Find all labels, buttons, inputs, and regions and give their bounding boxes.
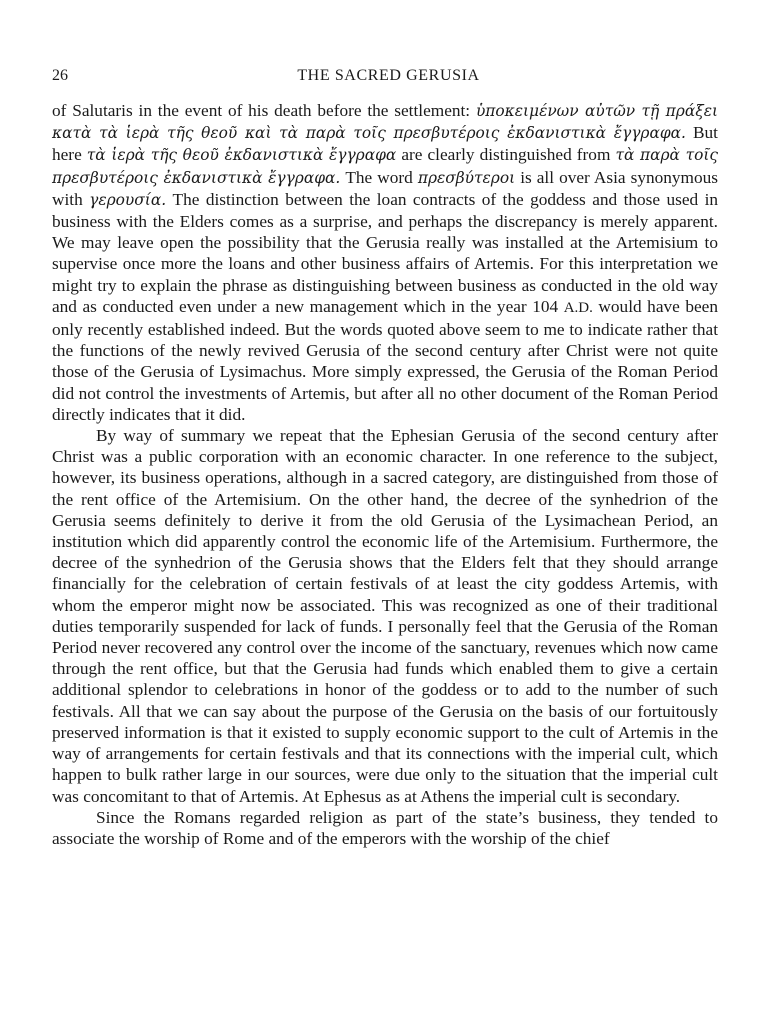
text-run: The word: [340, 167, 418, 187]
greek-phrase: τὰ παρὰ τοῖς πρεσβυτέροις ἐκδανιστικὰ ἔγγραφα.: [52, 146, 719, 187]
greek-quotation: ὑποκειμένων αὐτῶν τῇ πράξει κατὰ τὰ ἱερὰ τῆς θεοῦ καὶ τὰ παρὰ τοῖς πρεσβυτέροις ἐκδανιστικὰ ἔγγραφα.: [52, 102, 718, 143]
text-run: is all over Asia synonymous with: [52, 167, 718, 209]
text-run: But here: [52, 123, 718, 165]
greek-phrase: τὰ ἱερὰ τῆς θεοῦ ἐκδανιστικὰ ἔγγραφα: [86, 146, 397, 165]
text-run: would have been only recently established indeed. But the words quoted above seem to me to indicate rather that the functions of the newly revived Gerusia of the second century after Christ were not quite those of the Gerusia of Lysimachus. More simply expressed, the Gerusia of the Roman Period did not control the investments of Artemis, but after all no other document of the Roman Period directly indicates that it did.: [52, 296, 718, 424]
body-text: [52, 100, 718, 849]
paragraph-3: Since the Romans regarded religion as part of the state’s business, they tended to associate the worship of Rome and of the emperors with the worship of the chief: [52, 807, 718, 848]
greek-term: πρεσβύτεροι: [417, 168, 516, 187]
text-run: The distinction between the loan contracts of the goddess and those used in business with the Elders comes as a surprise, and perhaps the discrepancy is merely apparent. We may leave open the possibility that the Gerusia really was installed at the Artemisium to supervise once more the loans and other business affairs of Artemis. For this interpretation we might try to explain the phrase as distinguishing between business as conducted in the old way and as conducted even under a new management which in the year 104: [52, 189, 719, 316]
page-number: 26: [52, 67, 68, 84]
paragraph-1: [52, 100, 718, 425]
text-run: of Salutaris in the event of his death before the settlement:: [52, 101, 476, 120]
era-abbreviation: A.D.: [563, 299, 593, 316]
paragraph-2: By way of summary we repeat that the Ephesian Gerusia of the second century after Christ was a public corporation with an economic character. In one reference to the subject, however, its business operations, although in a sacred category, are distinguished from those of the rent office of the Artemisium. On the other hand, the decree of the synhedrion of the Gerusia seems definitely to derive it from the old Gerusia of the Lysimachean Period, an institution which did apparently control the economic life of the Artemisium. Furthermore, the decree of the synhedrion of the Gerusia shows that the Elders felt that they should arrange financially for the celebration of certain festivals of at least the city goddess Artemis, with whom the emperor might now be associated. This was recognized as one of their traditional duties temporarily suspended for lack of funds. I personally feel that the Gerusia of the Roman Period never recovered any control over the income of the sanctuary, revenues which now came through the rent office, but that the Gerusia had funds which enabled them to give a certain additional splendor to celebrations in honor of the goddess or to add to the number of such festivals. All that we can say about the purpose of the Gerusia on the basis of our fortuitously preserved information is that it existed to supply economic support to the cult of Artemis in the way of arrangements for certain festivals and that its connections with the imperial cult, which happen to bulk rather large in our sources, were due only to the situation that the imperial cult was concomitant to that of Artemis. At Ephesus as at Athens the imperial cult is secondary.: [52, 426, 718, 806]
running-title: THE SACRED GERUSIA: [297, 67, 480, 84]
greek-term: γερουσία.: [89, 190, 167, 209]
text-run: are clearly distinguished from: [396, 145, 616, 165]
